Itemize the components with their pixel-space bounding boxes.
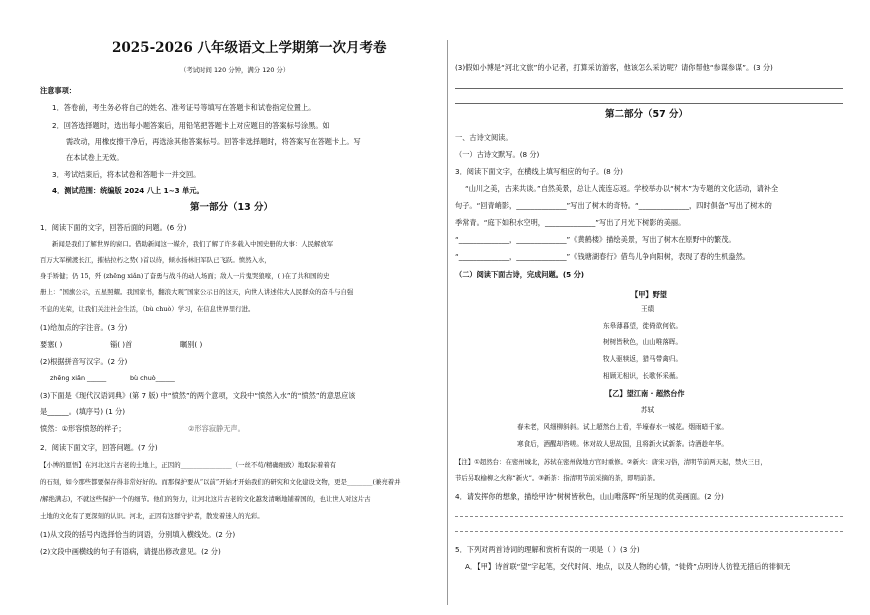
- passage-line-1: 新闻是我们了解世界的窗口。借助新闻这一媒介，我们了解了许多载入中国史册的大事：人民解放军: [52, 240, 334, 248]
- q3-stem: 3．阅读下面文字，在横线上填写相应的句子。(8 分): [455, 167, 623, 176]
- pinyin-write-2: bù chuò______: [130, 374, 175, 382]
- poem2-author: 苏轼: [641, 406, 655, 414]
- passage-line-4: 册上：“国旗公示，五星照耀。我国家书，翻浪大观”国家公示日的这天，向世人讲述伟大人民群众的奋斗与自强: [40, 288, 354, 296]
- poem1-title: 【甲】野望: [631, 290, 667, 299]
- notes-line-2: 节后另取榆柳之火称“新火”。③新茶：指清明节前采摘的茶，即明前茶。: [455, 474, 660, 482]
- q1-1: (1)给加点的字注音。(3 分): [40, 323, 128, 332]
- q5-option-a: A．【甲】诗首联“望”字起笔，交代时间、地点，以及人物的心情，“徙倚”点明诗人彷徨无措后的徘徊无: [465, 562, 791, 571]
- q2-1: (1)从文段的括号内选择恰当的词语，分别填入横线处。(2 分): [40, 530, 236, 539]
- exam-title: 2025-2026 八年级语文上学期第一次月考卷: [112, 40, 387, 56]
- answer-line-2: [455, 103, 843, 104]
- notice-1: 1．答卷前，考生务必将自己的姓名、准考证号等填写在答题卡和试卷指定位置上。: [52, 103, 316, 112]
- pinyin-item-3: 瞩别( ): [180, 340, 203, 349]
- pinyin-item-1: 要塞( ): [40, 340, 63, 349]
- q2-passage-1: 【小博的愿悟】在河北这片古老的土地上，正因的________________（一丝不苟/精确细致）地取际着着有: [40, 461, 337, 469]
- notice-2-cont: 需改动，用橡皮擦干净后，再选涂其他答案标号。回答非选择题时，将答案写在答题卡上。写: [66, 137, 361, 146]
- poem1-line-2: 树树皆秋色，山山唯落晖。: [603, 338, 683, 346]
- left-column: [40, 0, 440, 615]
- q3-line-4: “______________，______________”《黄鹤楼》描绘美景，写出了树木在原野中的繁茂。: [455, 235, 736, 244]
- q1-3-meaning1: 愤然：①形容愤怒的样子；: [40, 424, 126, 433]
- notice-heading: 注意事项：: [40, 86, 76, 95]
- q3-line-2: 句子。“回青峭影，______________”写出了树木的奇特。“______________，四时俱备”写出了树木的: [455, 201, 772, 210]
- pinyin-write-1: zhēng xiǎn ______: [50, 374, 107, 382]
- q2-passage-4: 土地的文化有了更深刻的认识。河北，正因有这群守护者，散发着迷人的光彩。: [40, 512, 264, 520]
- q3-line-3: 季常青。“庭下如积水空明，______________”写出了月光下树影的美丽。: [455, 218, 686, 227]
- pinyin-item-2: 锱( )首: [110, 340, 133, 349]
- answer-line-1: [455, 88, 843, 89]
- q4-answer-line-1: [455, 516, 843, 517]
- part1-heading: 第一部分（13 分）: [190, 202, 274, 213]
- q1-2: (2)根据拼音写汉字。(2 分): [40, 357, 128, 366]
- poem2-line-2: 寒食后，酒醒却咨嗟。休对故人思故国，且将新火试新茶。诗酒趁年华。: [517, 440, 728, 448]
- notes-line-1: 【注】①超然台：在密州城北，苏轼在密州做地方官时重修。②新火：唐宋习俗，清明节前两天起，禁火三日，: [455, 458, 767, 466]
- section-1a: （一）古诗文默写。(8 分): [455, 150, 540, 159]
- q5-stem: 5．下列对两首诗词的理解和赏析有误的一项是（ ）(3 分): [455, 545, 640, 554]
- q1-stem: 1．阅读下面的文字，回答后面的问题。(6 分): [40, 223, 187, 232]
- q1-3-line1: (3)下面是《现代汉语词典》(第 7 版) 中“愤然”的两个意项，文段中“愤然入水”的“愤然”的意思应该: [40, 391, 356, 400]
- passage-line-5: 不息的光荣，让我们关注社会生活，（bù chuò）学习，在信息世界里行进。: [40, 305, 255, 313]
- exam-subtitle: （考试时间 120 分钟，满分 120 分）: [180, 66, 290, 74]
- poem1-line-3: 牧人驱犊返，猎马带禽归。: [603, 355, 683, 363]
- notice-2-end: 在本试卷上无效。: [66, 153, 124, 162]
- q2-stem: 2．阅读下面文字，回答问题。(7 分): [40, 443, 158, 452]
- q4-stem: 4．请发挥你的想象，描绘甲诗“树树皆秋色，山山唯落晖”所呈现的优美画面。(2 分): [455, 492, 724, 501]
- passage-line-3: 身手矫健；仍 15，歼 (zhēng xiǎn)了奋勇与战斗的动人场面；敌人一片鬼哭狼嚎，( )在了共和国的史: [40, 272, 330, 280]
- poem1-author: 王绩: [641, 305, 655, 313]
- q3-line-5: “______________，______________”《钱塘湖春行》借鸟儿争向阳树，表现了春的生机盎然。: [455, 252, 750, 261]
- q2-2: (2)文段中画横线的句子有语病，请提出修改意见。(2 分): [40, 547, 221, 556]
- q1-3-line2: 是______。(填序号) (1 分): [40, 407, 126, 416]
- notice-4: 4．测试范围：统编版 2024 八上 1~3 单元。: [52, 186, 204, 195]
- section-1: 一、古诗文阅读。: [455, 133, 513, 142]
- q3-line-1: “山川之美，古来共谈。”自然美景，总让人流连忘返。学校举办以“树木”为专题的文化活动，请补全: [465, 184, 779, 193]
- q2-passage-2: 的石刻，如今那些都要保存得非常好好的。而那保护要从“以前”开始才开始我们的研究和文化建设文物，更是________(兼亮着并: [40, 478, 401, 486]
- q4-answer-line-2: [455, 531, 843, 532]
- section-1b: （二）阅读下面古诗，完成问题。(5 分): [455, 270, 585, 279]
- part2-heading: 第二部分（57 分）: [605, 109, 689, 120]
- passage-line-2: 百万大军横渡长江，摧枯拉朽之势( )首以待，倾水扬林旧军队已飞跃。愤然入水，: [40, 256, 271, 264]
- right-column: [455, 0, 845, 615]
- poem1-line-4: 相顾无相识，长歌怀采薇。: [603, 372, 683, 380]
- q1-3-meaning2: ②形容寂静无声。: [188, 424, 245, 433]
- notice-3: 3．考试结束后，将本试卷和答题卡一并交回。: [52, 170, 201, 179]
- poem2-title: 【乙】望江南 · 超然台作: [605, 389, 685, 398]
- column-divider: [447, 40, 448, 605]
- q2-3: (3)假如小博是“河北文旅”的小记者，打算采访游客，他该怎么采访呢？请你帮他“参谋参谋”。(3 分): [455, 63, 773, 72]
- poem2-line-1: 春未老，风细柳斜斜。试上超然台上看，半壕春水一城花。烟雨暗千家。: [517, 423, 728, 431]
- notice-2: 2．回答选择题时，选出每小题答案后，用铅笔把答题卡上对应题目的答案标号涂黑。如: [52, 121, 330, 130]
- poem1-line-1: 东皋薄暮望，徙倚欲何依。: [603, 322, 683, 330]
- q2-passage-3: /解绝满志)，不就这些保护一个的细节。他们的努力，让河北这片古老的文化越发清晰地铺着国的，也让世人对这片古: [40, 495, 371, 503]
